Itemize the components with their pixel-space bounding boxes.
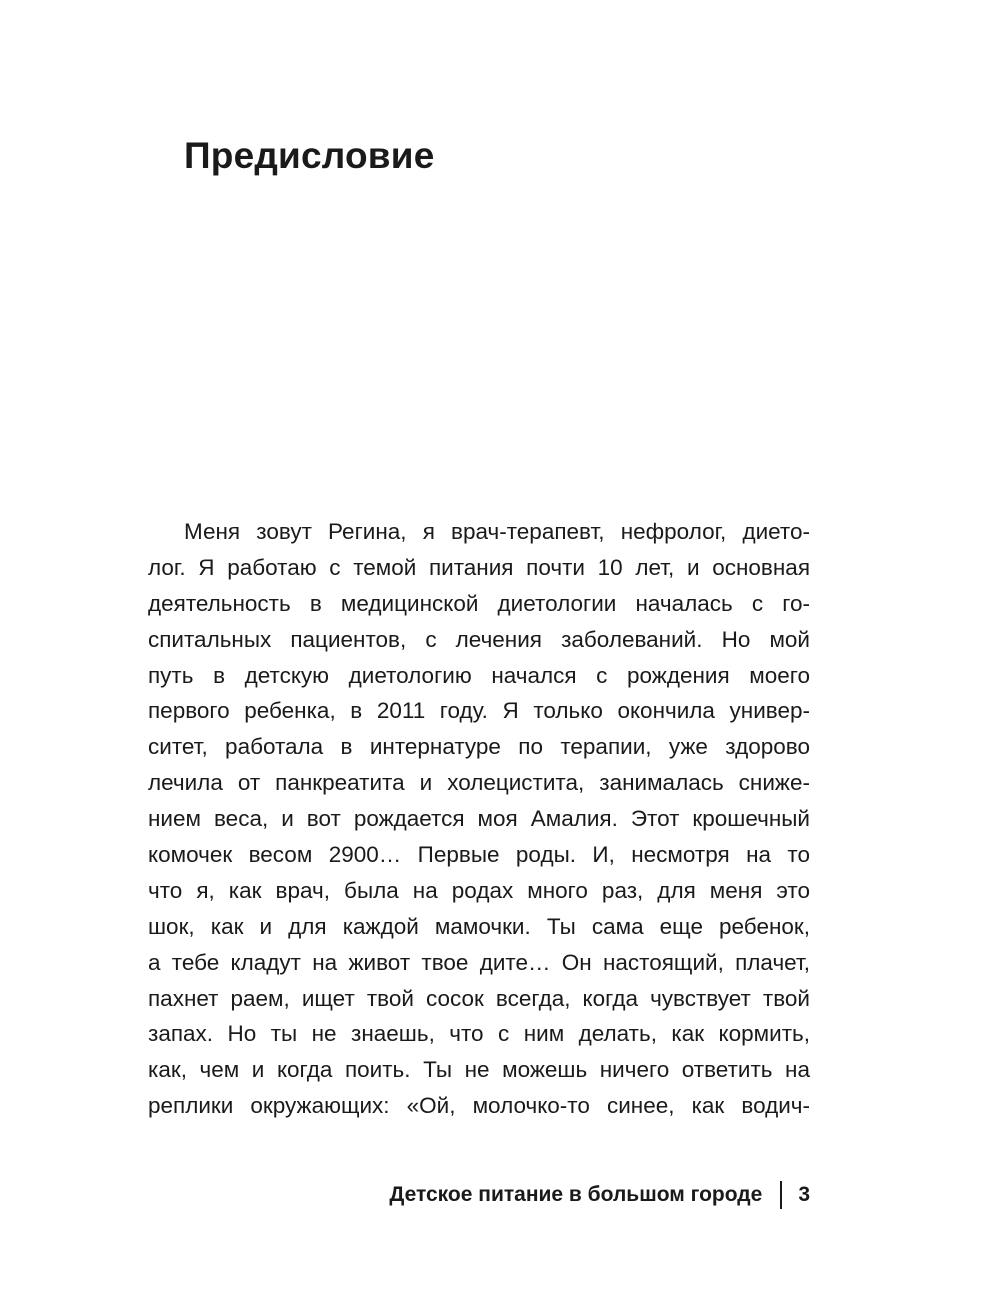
text-line: деятельность в медицинской диетологии началась с го- — [148, 590, 810, 616]
text-line: нием веса, и вот рождается моя Амалия. Этот крошечный — [148, 806, 810, 832]
text-line: путь в детскую диетологию начался с рождения моего — [148, 662, 810, 688]
text-line: Меня зовут Регина, я врач-терапевт, нефролог, дието- — [184, 519, 810, 544]
text-line: спитальных пациентов, с лечения заболеваний. Но мой — [148, 626, 810, 652]
text-line: как, чем и когда поить. Ты не можешь ничего ответить на — [148, 1057, 810, 1083]
body-text — [148, 514, 810, 1124]
text-line: реплики окружающих: «Ой, молочко-то синее, как водич- — [148, 1093, 810, 1119]
running-title: Детское питание в большом городе — [389, 1183, 763, 1206]
text-line: а тебе кладут на живот твое дите… Он настоящий, плачет, — [148, 949, 810, 975]
text-line: комочек весом 2900… Первые роды. И, несмотря на то — [148, 842, 810, 868]
text-line: лог. Я работаю с темой питания почти 10 лет, и основная — [148, 554, 810, 580]
text-line: лечила от панкреатита и холецистита, занималась сниже- — [148, 770, 810, 796]
text-line: что я, как врач, была на родах много раз, для меня это — [148, 877, 810, 903]
page-number: 3 — [798, 1183, 810, 1206]
text-line: ситет, работала в интернатуре по терапии, уже здорово — [148, 734, 810, 760]
footer-separator — [780, 1181, 782, 1209]
text-line: пахнет раем, ищет твой сосок всегда, когда чувствует твой — [148, 985, 810, 1011]
text-line: шок, как и для каждой мамочки. Ты сама еще ребенок, — [148, 913, 810, 939]
text-line: первого ребенка, в 2011 году. Я только окончила универ- — [148, 698, 810, 724]
text-line: запах. Но ты не знаешь, что с ним делать, как кормить, — [148, 1021, 810, 1047]
chapter-title: Предисловие — [184, 135, 435, 176]
page-footer — [389, 1178, 810, 1212]
